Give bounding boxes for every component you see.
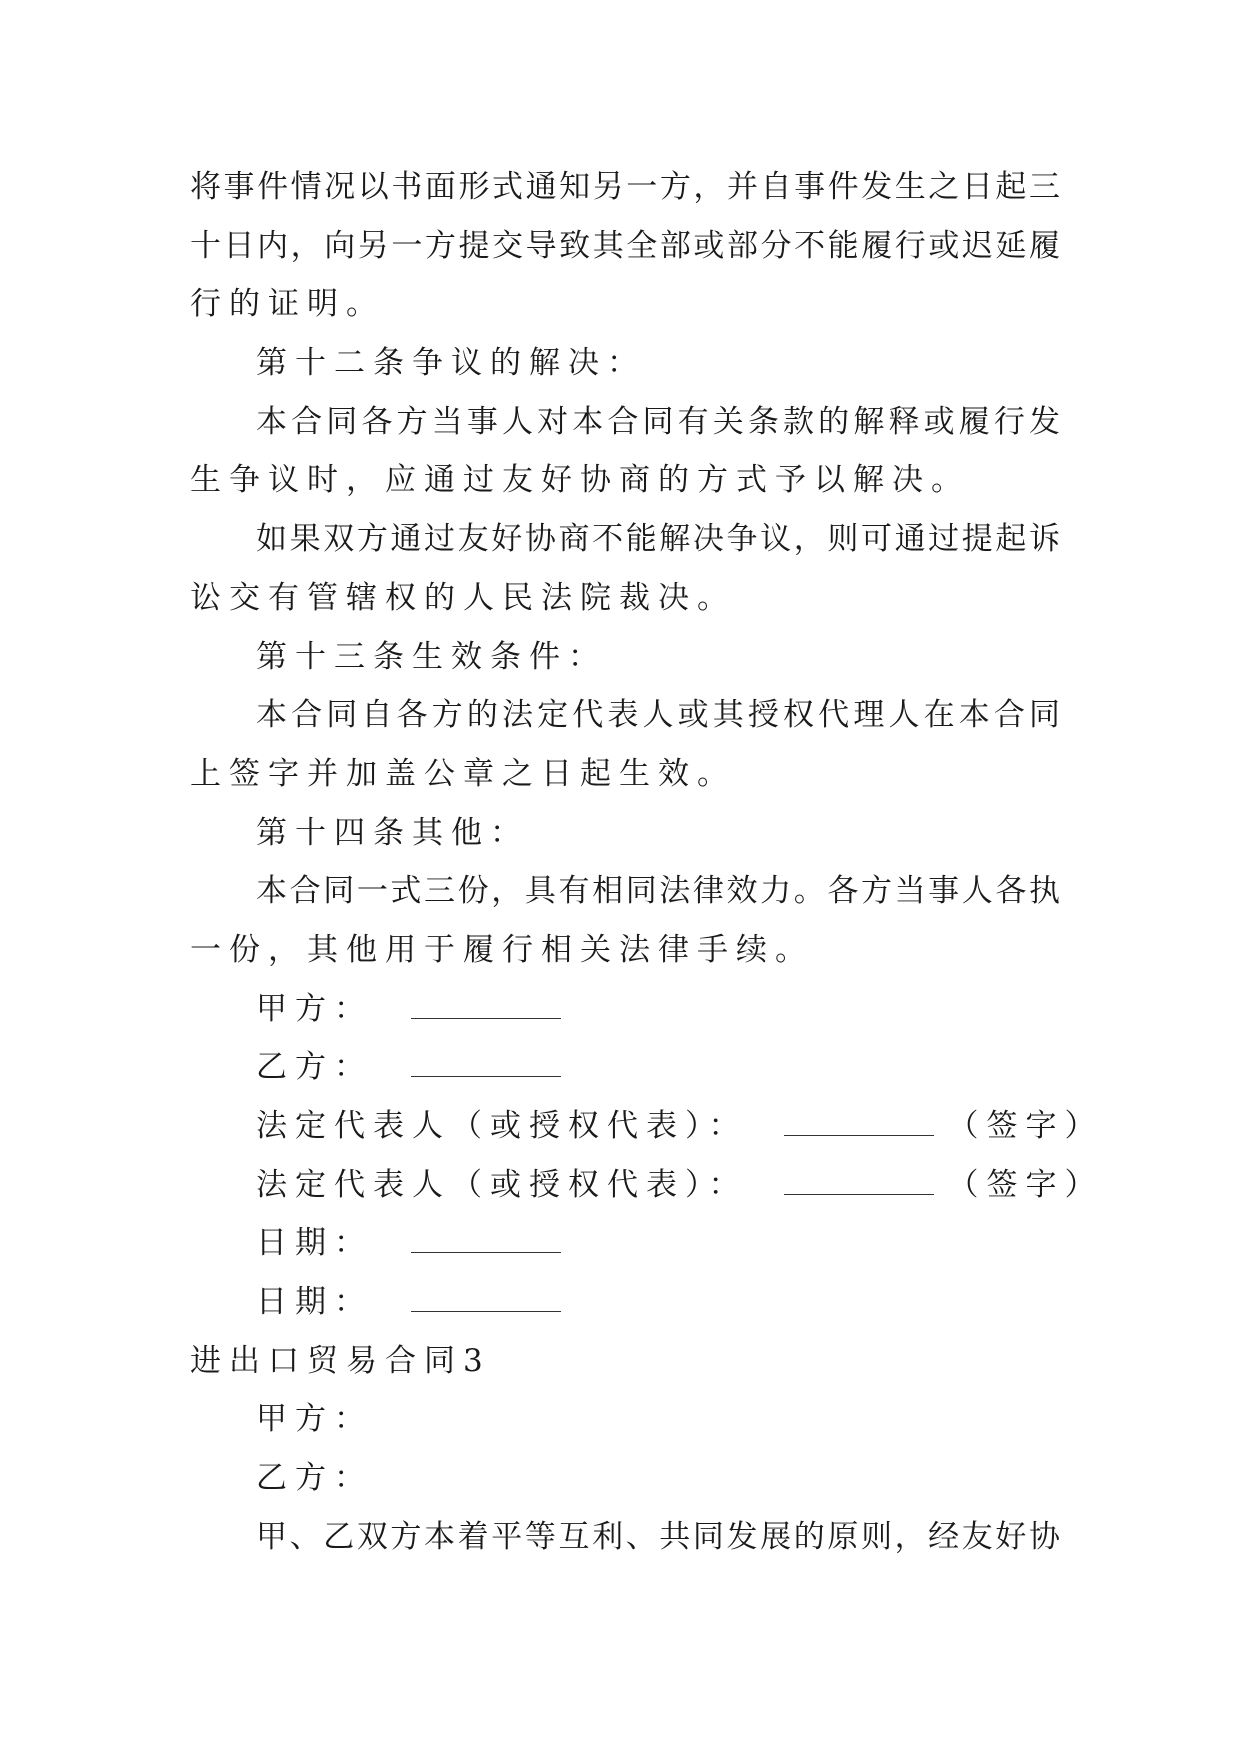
article-13-heading: 第十三条生效条件： xyxy=(256,638,607,675)
paragraph-line: 本合同自各方的法定代表人或其授权代理人在本合同 xyxy=(256,697,1060,734)
date-b-blank[interactable] xyxy=(411,1287,561,1312)
legal-rep-label: 法定代表人（或授权代表）： xyxy=(256,1166,748,1203)
party-b-blank[interactable] xyxy=(411,1052,561,1077)
article-12-heading: 第十二条争议的解决： xyxy=(256,345,646,382)
date-label: 日期： xyxy=(256,1225,373,1262)
date-a-blank[interactable] xyxy=(411,1228,561,1253)
date-label: 日期： xyxy=(256,1284,373,1321)
document-body xyxy=(190,158,1104,1567)
party-b-signature-row xyxy=(190,1038,1060,1097)
paragraph-line: 如果双方通过友好协商不能解决争议，则可通过提起诉 xyxy=(256,521,1060,558)
next-contract-title: 进出口贸易合同3 xyxy=(190,1342,491,1379)
sign-note: （签字） xyxy=(947,1166,1104,1203)
legal-rep-label: 法定代表人（或授权代表）： xyxy=(256,1108,748,1144)
paragraph-line: 行的证明。 xyxy=(190,286,385,323)
next-party-b-label: 乙方： xyxy=(256,1460,373,1497)
legal-rep-a-row xyxy=(190,1097,1104,1156)
paragraph-line: 生争议时，应通过友好协商的方式予以解决。 xyxy=(190,462,970,499)
sign-note: （签字） xyxy=(947,1108,1104,1144)
paragraph-line: 将事件情况以书面形式通知另一方，并自事件发生之日起三 xyxy=(190,169,1060,205)
party-a-signature-row xyxy=(190,980,1060,1039)
party-a-blank[interactable] xyxy=(411,994,561,1019)
paragraph-line: 一份，其他用于履行相关法律手续。 xyxy=(190,931,814,968)
date-b-row xyxy=(190,1273,1060,1332)
party-a-label: 甲方： xyxy=(256,990,373,1027)
paragraph-line: 本合同一式三份，具有相同法律效力。各方当事人各执 xyxy=(256,873,1060,910)
paragraph-line: 十日内，向另一方提交导致其全部或部分不能履行或迟延履 xyxy=(190,227,1060,264)
article-14-heading: 第十四条其他： xyxy=(256,814,529,851)
paragraph-line: 讼交有管辖权的人民法院裁决。 xyxy=(190,579,736,616)
legal-rep-b-blank[interactable] xyxy=(784,1170,934,1195)
date-a-row xyxy=(190,1214,1060,1273)
party-b-label: 乙方： xyxy=(256,1049,373,1086)
next-party-a-label: 甲方： xyxy=(256,1401,373,1438)
paragraph-line: 上签字并加盖公章之日起生效。 xyxy=(190,755,736,792)
legal-rep-b-row xyxy=(190,1156,1104,1215)
legal-rep-a-blank[interactable] xyxy=(784,1111,934,1136)
paragraph-line: 本合同各方当事人对本合同有关条款的解释或履行发 xyxy=(256,403,1060,440)
next-intro-line: 甲、乙双方本着平等互利、共同发展的原则，经友好协 xyxy=(256,1518,1060,1555)
